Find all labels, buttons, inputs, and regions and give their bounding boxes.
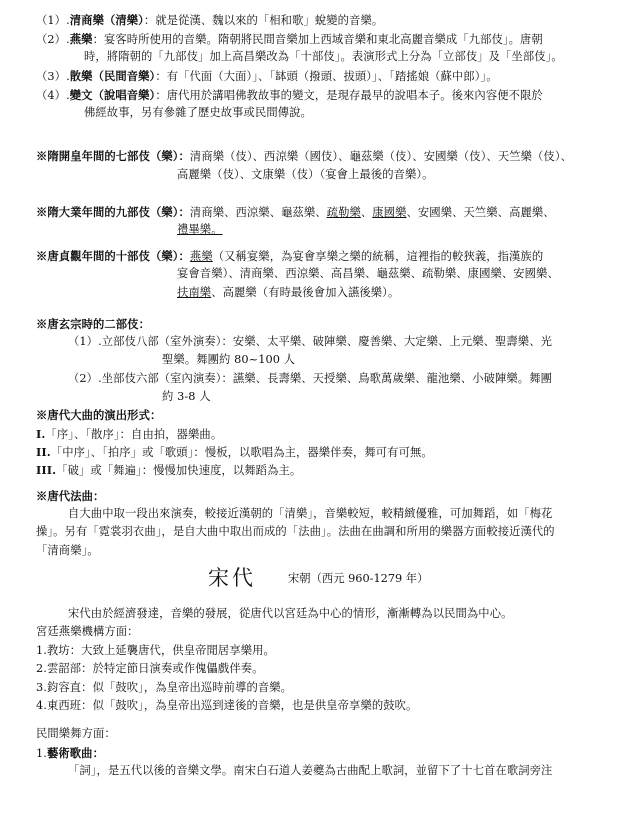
item-number: 1. (36, 747, 47, 760)
section-text: （又稱宴樂，為宴會享樂之樂的統稱，這裡指的較狹義，指漢族的 (212, 250, 544, 263)
court-item-2: 2.雲韶部：於特定節日演奏或作傀儡戲伴奏。 (36, 662, 264, 675)
section-text: 、安國樂、天竺樂、高麗樂、 (406, 206, 555, 219)
section-text: 清商樂（伎）、西涼樂（國伎）、龜茲樂（伎）、安國樂（伎）、天竺樂（伎）、 (189, 150, 572, 163)
folk-item-1 (36, 746, 104, 761)
item-text: 「破」或「舞遍」：慢慢加快速度，以舞蹈為主。 (56, 464, 302, 477)
item-number: （1）. (36, 14, 70, 27)
section-text: 、高麗樂（有時最後會加入讌後樂）。 (211, 286, 400, 299)
faqu-heading: ※唐代法曲： (36, 489, 105, 503)
section-heading: ※隋大業年間的九部伎（樂）： (36, 205, 190, 219)
folk-item-1-text: 「詞」，是五代以後的音樂文學。南宋白石道人姜夔為古曲配上歌詞，並留下了十七首在歌詞旁注 (68, 764, 553, 777)
item-number: II. (36, 445, 51, 459)
underlined-term: 燕樂 (189, 250, 213, 263)
court-item-1: 1.教坊：大致上延襲唐代，供皇帝閒居享樂用。 (36, 644, 275, 657)
tang-item-2-cont: 時，將隋朝的「九部伎」加上高昌樂改為「十部伎」。表演形式上分為「立部伎」及「坐部伎」。 (84, 50, 563, 63)
item-number: （4）. (36, 89, 70, 102)
sui-seven-line-1 (36, 149, 572, 164)
item-number: （3）. (36, 70, 70, 83)
tang-ten-line-1 (36, 249, 543, 264)
xuanzong-line-1: （1）.立部伎八部（室外演奏）：安樂、太平樂、破陣樂、慶善樂、大定樂、上元樂、聖壽樂、光 (68, 335, 553, 348)
xuanzong-line-3: （2）.坐部伎六部（室內演奏）：讌樂、長壽樂、天授樂、鳥歌萬歲樂、龍池樂、小破陣樂。舞團 (68, 372, 553, 385)
daqu-heading: ※唐代大曲的演出形式： (36, 408, 162, 422)
sui-seven-line-2: 高麗樂（伎）、文康樂（伎）（宴會上最後的音樂）。 (177, 168, 434, 181)
item-term: 散樂（民間音樂） (69, 69, 156, 83)
item-term: 清商樂（清樂） (69, 13, 144, 27)
song-title: 宋代 (208, 566, 256, 590)
tang-item-1 (36, 13, 383, 28)
xuanzong-heading: ※唐玄宗時的二部伎： (36, 317, 150, 331)
item-number: I. (36, 427, 46, 441)
daqu-item-2 (36, 445, 433, 460)
faqu-line-1: 自大曲中取一段出來演奏，較接近漢朝的「清樂」，音樂較短，較精緻優雅，可加舞蹈，如「梅花 (68, 507, 553, 520)
xuanzong-line-4: 約 3-8 人 (162, 390, 211, 403)
daqu-item-3 (36, 463, 301, 478)
item-text: 「序」、「散序」：自由拍，器樂曲。 (45, 428, 223, 441)
item-number: III. (36, 463, 57, 477)
daqu-item-1 (36, 427, 222, 442)
item-text: ：唐代用於講唱佛教故事的變文，是現存最早的說唱本子。後來內容便不限於 (155, 89, 543, 102)
section-text: 清商樂、西涼樂、龜茲樂、 (189, 206, 327, 219)
tang-ten-line-3 (177, 286, 399, 300)
sui-nine-line-1 (36, 205, 555, 220)
court-item-3: 3.鈞容直：似「鼓吹」，為皇帝出巡時前導的音樂。 (36, 681, 293, 694)
xuanzong-line-2: 聖樂。舞團約 80~100 人 (162, 353, 296, 366)
faqu-line-3: 「清商樂」。 (36, 544, 99, 557)
tang-item-4-cont: 佛經故事，另有參雜了歷史故事或民間傳說。 (84, 106, 312, 119)
item-text: ：宴客時所使用的音樂。隋朝將民間音樂加上西域音樂和東北高麗音樂成「九部伎」。唐朝 (92, 33, 543, 46)
item-text: ：就是從漢、魏以來的「相和歌」蛻變的音樂。 (143, 14, 384, 27)
item-term: 變文（說唱音樂） (69, 88, 156, 102)
item-number: （2）. (36, 33, 70, 46)
folk-heading: 民間樂舞方面： (36, 727, 116, 740)
tang-ten-line-2: 宴會音樂）、清商樂、西涼樂、高昌樂、龜茲樂、疏勒樂、康國樂、安國樂、 (177, 267, 559, 280)
faqu-line-2: 操」。另有「霓裳羽衣曲」，是自大曲中取出而成的「法曲」。法曲在曲調和所用的樂器方面較接近漢代的 (36, 525, 555, 538)
song-intro: 宋代由於經濟發達，音樂的發展，從唐代以宮廷為中心的情形，漸漸轉為以民間為中心。 (68, 607, 513, 620)
section-heading: ※隋開皇年間的七部伎（樂）： (36, 149, 190, 163)
tang-item-2 (36, 32, 543, 47)
court-heading: 宮廷燕樂機構方面： (36, 625, 139, 638)
court-item-4: 4.東西班：似「鼓吹」，為皇帝出巡到達後的音樂，也是供皇帝享樂的鼓吹。 (36, 699, 418, 712)
song-subtitle: 宋朝（西元 960-1279 年） (288, 572, 429, 585)
tang-item-4 (36, 88, 543, 103)
underlined-term: 康國樂 (372, 206, 407, 219)
item-term: 燕樂 (69, 32, 93, 46)
section-heading: ※唐貞觀年間的十部伎（樂）： (36, 249, 190, 263)
item-term: 藝術歌曲： (46, 746, 104, 760)
tang-item-3 (36, 69, 498, 84)
underlined-term: 扶南樂 (177, 286, 212, 299)
underlined-term: 疏勒樂 (326, 206, 361, 219)
item-text: 「中序」、「拍序」或「歌頭」：慢板，以歌唱為主，器樂伴奏，舞可有可無。 (50, 446, 433, 459)
section-text: 、 (360, 206, 373, 219)
item-text: ：有「代面（大面）」、「缽頭（撥頭、拔頭）」、「踏搖娘（蘇中郎）」。 (155, 70, 498, 83)
sui-nine-line-2: 禮畢樂。 (177, 223, 223, 236)
